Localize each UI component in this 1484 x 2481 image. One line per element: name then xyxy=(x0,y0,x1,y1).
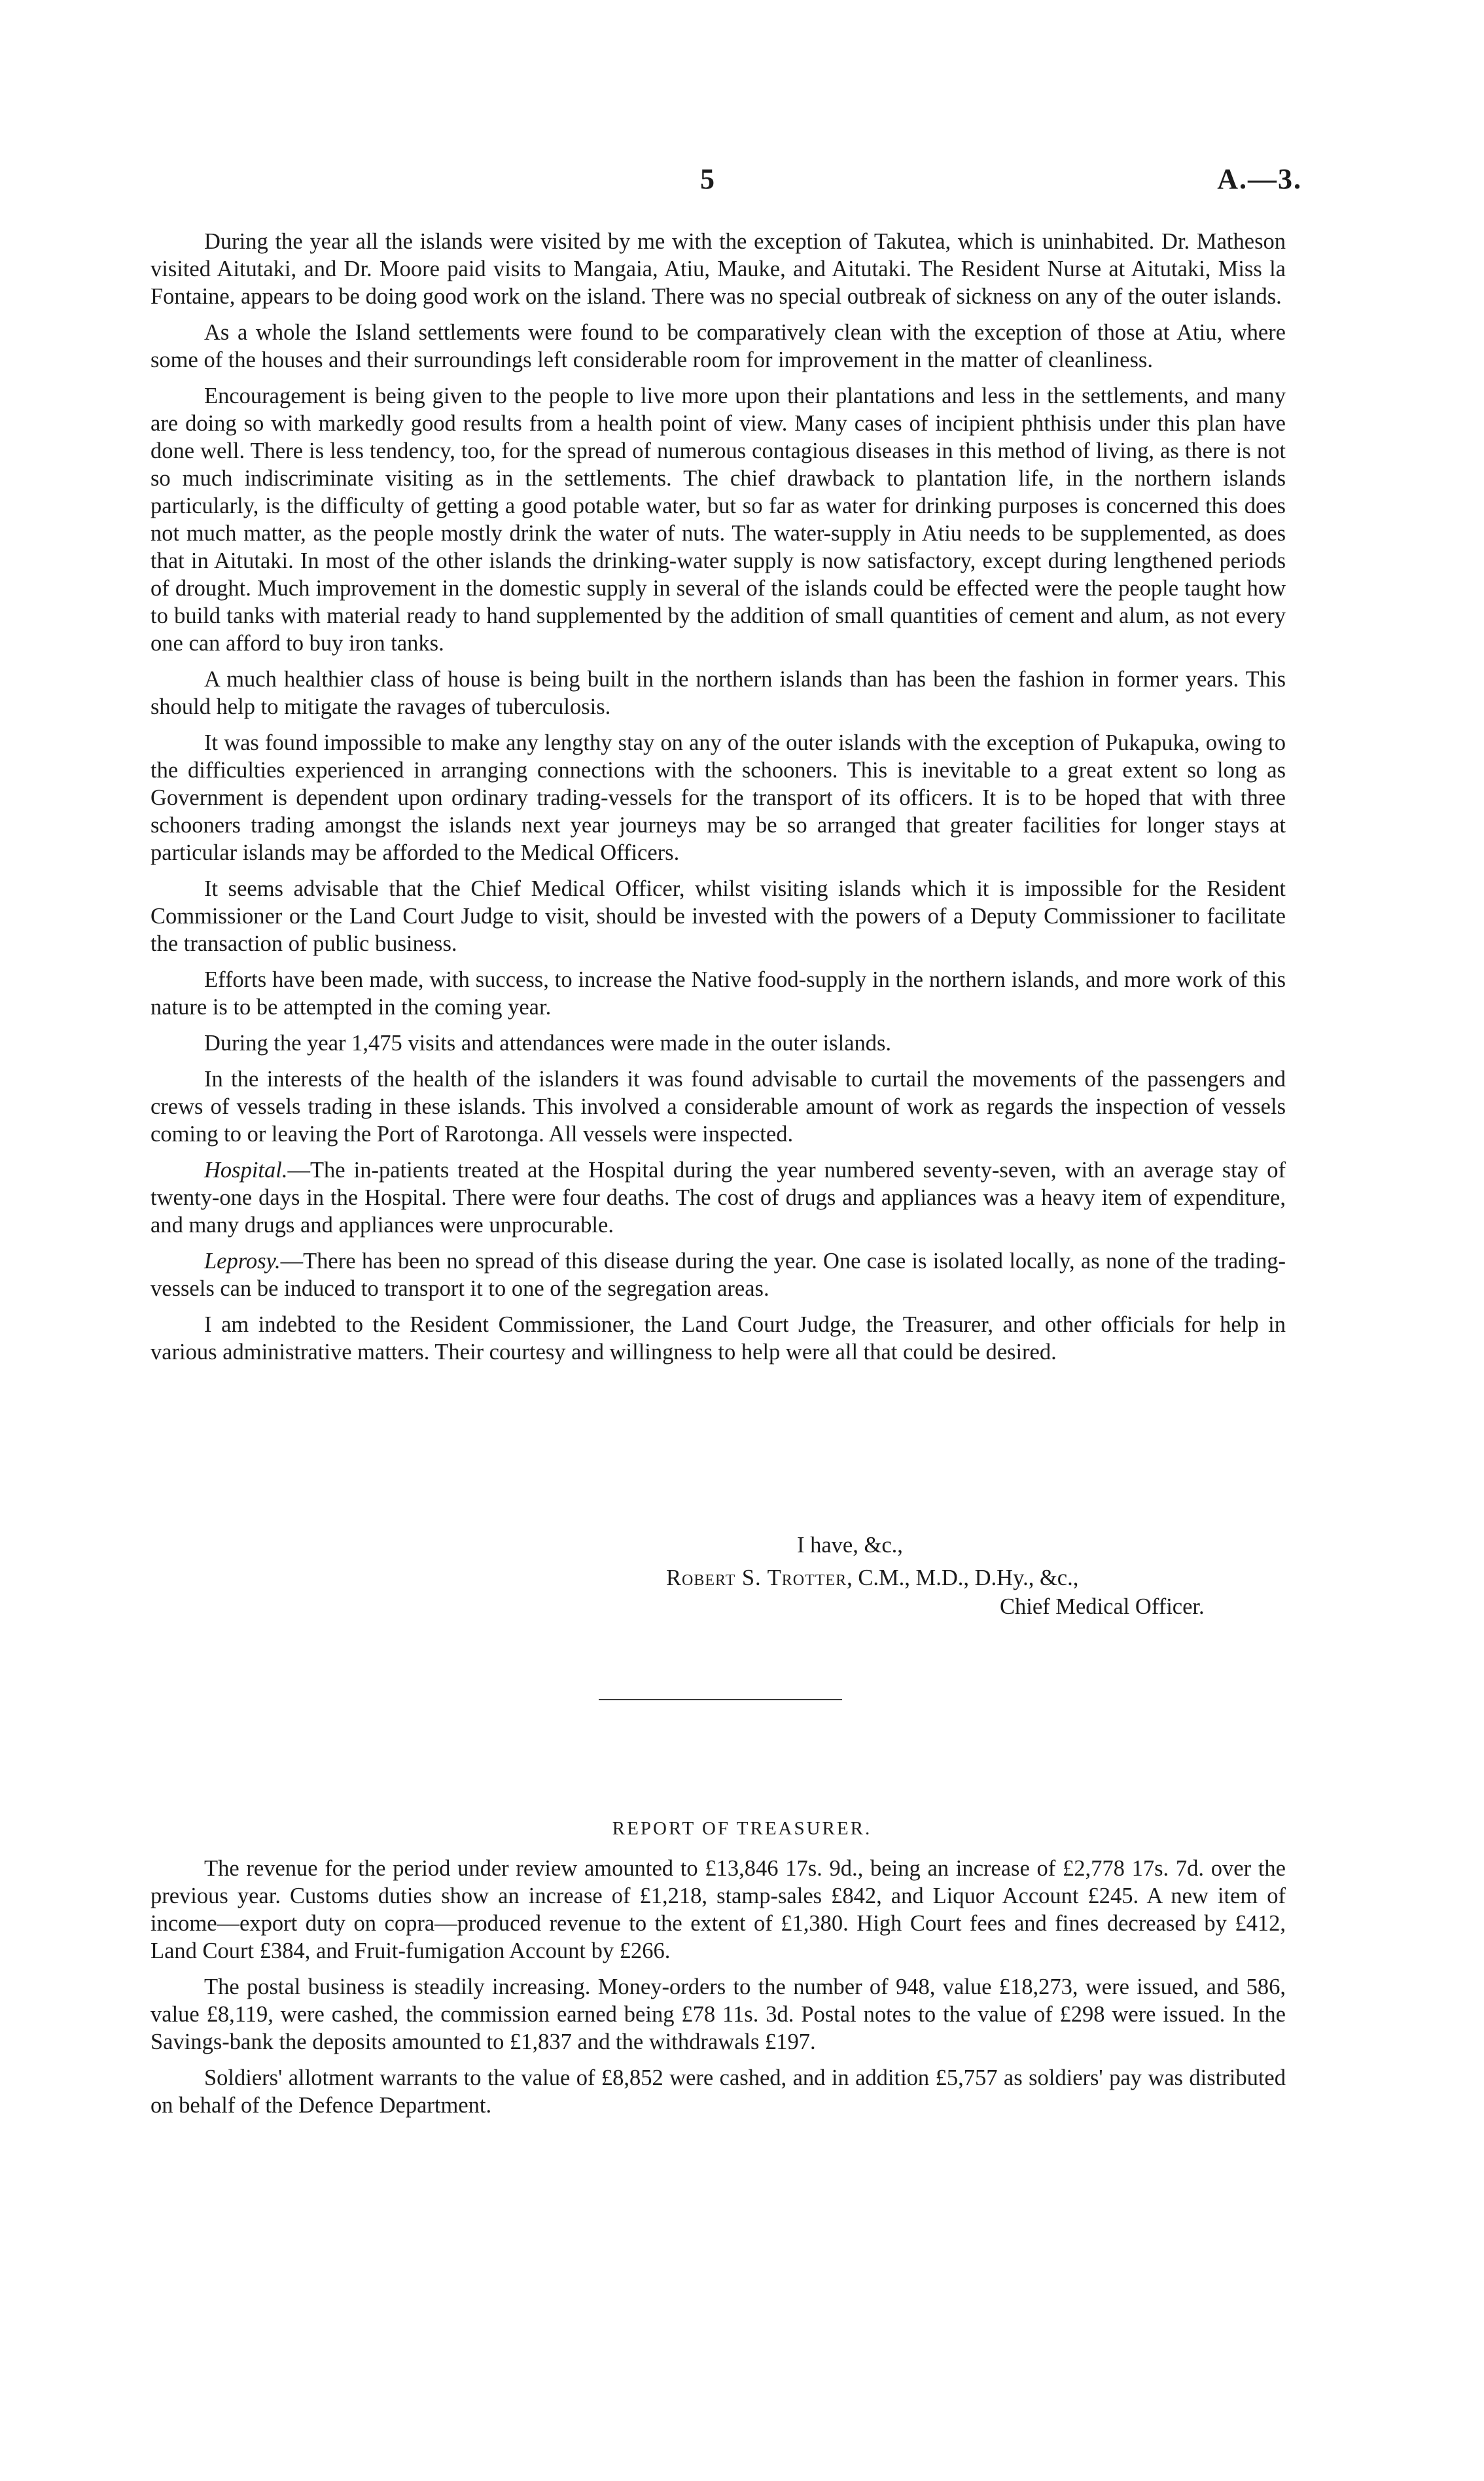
paragraph-hospital xyxy=(150,1156,1286,1239)
leprosy-text: —There has been no spread of this disease during the year. One case is isolated locally, as none of the trading-vessels can be induced to transport it to one of the segregation areas. xyxy=(150,1249,1286,1301)
signature-name: Robert S. Trotter xyxy=(666,1565,847,1590)
paragraph-deputy-commissioner: It seems advisable that the Chief Medical Officer, whilst visiting islands which it is impossible for the Resident Commissioner or the Land Court Judge to visit, should be invested with the powers of a Deputy Commissioner to facilitate the transaction of public business. xyxy=(150,876,1286,956)
treasurer-report-body xyxy=(150,1855,1286,2128)
paragraph-housing: A much healthier class of house is being built in the northern islands than has been the fashion in former years. This should help to mitigate the ravages of tuberculosis. xyxy=(150,667,1286,719)
section-divider xyxy=(599,1699,842,1700)
page-number: 5 xyxy=(700,163,715,195)
paragraph-leprosy xyxy=(150,1247,1286,1302)
paragraph-soldiers: Soldiers' allotment warrants to the value of £8,852 were cashed, and in addition £5,757 as soldiers' pay was distributed on behalf of the Defence Department. xyxy=(150,2065,1286,2118)
paragraph-closing: I am indebted to the Resident Commissioner, the Land Court Judge, the Treasurer, and other officials for help in various administrative matters. Their courtesy and willingness to help were all that could be desired. xyxy=(150,1312,1286,1365)
hospital-text: —The in-patients treated at the Hospital during the year numbered seventy-seven, with an average stay of twenty-one days in the Hospital. There were four deaths. The cost of drugs and appliances was a heavy item of expenditure, and many drugs and appliances were unprocurable. xyxy=(150,1158,1286,1238)
signature-salutation: I have, &c., xyxy=(797,1533,903,1558)
paragraph-food-supply: Efforts have been made, with success, to increase the Native food-supply in the northern islands, and more work of this nature is to be attempted in the coming year. xyxy=(150,967,1286,1020)
paragraph-visits-count: During the year 1,475 visits and attendances were made in the outer islands. xyxy=(204,1031,892,1056)
document-reference: A.—3. xyxy=(1217,163,1302,195)
leprosy-label: Leprosy. xyxy=(204,1249,281,1274)
signature-title: Chief Medical Officer. xyxy=(1000,1594,1205,1619)
treasurer-heading: REPORT OF TREASURER. xyxy=(612,1818,872,1839)
page-header xyxy=(196,162,1302,202)
paragraph-plantations: Encouragement is being given to the people to live more upon their plantations and less in the settlements, and many are doing so with markedly good results from a health point of view. Many cases of incipient phthisis under this plan have done well. There is less tendency, too, for the spread of numerous contagious diseases in this method of living, as there is not so much indiscriminate visiting as in the settlements. The chief drawback to plantation life, in the northern islands particularly, is the difficulty of getting a good potable water, but so far as water for drinking purposes is concerned this does not much matter, as the people mostly drink the water of nuts. The water-supply in Atiu needs to be supplemented, as does that in Aitutaki. In most of the other islands the drinking-water supply is now satisfactory, except during lengthened periods of drought. Much improvement in the domestic supply in several of the islands could be effected were the people taught how to build tanks with material ready to hand supplemented by the addition of small quantities of cement and alum, as not every one can afford to buy iron tanks. xyxy=(150,384,1286,656)
signature-credentials: , C.M., M.D., D.Hy., &c., xyxy=(847,1565,1079,1590)
paragraph-schooners: It was found impossible to make any lengthy stay on any of the outer islands with the exception of Pukapuka, owing to the difficulties experienced in arranging connections with the schooners. This is inevitable to a great extent so long as Government is dependent upon ordinary trading-vessels for the transport of its officers. It is to be hoped that with three schooners trading amongst the islands next year journeys may be so arranged that greater facilities for longer stays at particular islands may be afforded to the Medical Officers. xyxy=(150,730,1286,865)
medical-report-body xyxy=(150,228,1286,1373)
paragraph-vessel-inspection: In the interests of the health of the islanders it was found advisable to curtail the movements of the passengers and crews of vessels trading in these islands. This involved a considerable amount of work as regards the inspection of vessels coming to or leaving the Port of Rarotonga. All vessels were inspected. xyxy=(150,1067,1286,1147)
hospital-label: Hospital. xyxy=(204,1158,288,1183)
paragraph-settlements: As a whole the Island settlements were found to be comparatively clean with the exception of those at Atiu, where some of the houses and their surroundings left considerable room for improvement in the matter of cleanliness. xyxy=(150,320,1286,372)
paragraph-postal: The postal business is steadily increasing. Money-orders to the number of 948, value £18,273, were issued, and 586, value £8,119, were cashed, the commission earned being £78 11s. 3d. Postal notes to the value of £298 were issued. In the Savings-bank the deposits amounted to £1,837 and the withdrawals £197. xyxy=(150,1974,1286,2054)
paragraph-revenue: The revenue for the period under review amounted to £13,846 17s. 9d., being an increase of £2,778 17s. 7d. over the previous year. Customs duties show an increase of £1,218, stamp-sales £842, and Liquor Account £245. A new item of income—export duty on copra—produced revenue to the extent of £1,380. High Court fees and fines decreased by £412, Land Court £384, and Fruit-fumigation Account by £266. xyxy=(150,1856,1286,1963)
paragraph-island-visits: During the year all the islands were visited by me with the exception of Takutea, which is uninhabited. Dr. Matheson visited Aitutaki, and Dr. Moore paid visits to Mangaia, Atiu, Mauke, and Aitutaki. The Resident Nurse at Aitutaki, Miss la Fontaine, appears to be doing good work on the island. There was no special outbreak of sickness on any of the outer islands. xyxy=(150,229,1286,309)
signature-name-line xyxy=(666,1565,1078,1591)
